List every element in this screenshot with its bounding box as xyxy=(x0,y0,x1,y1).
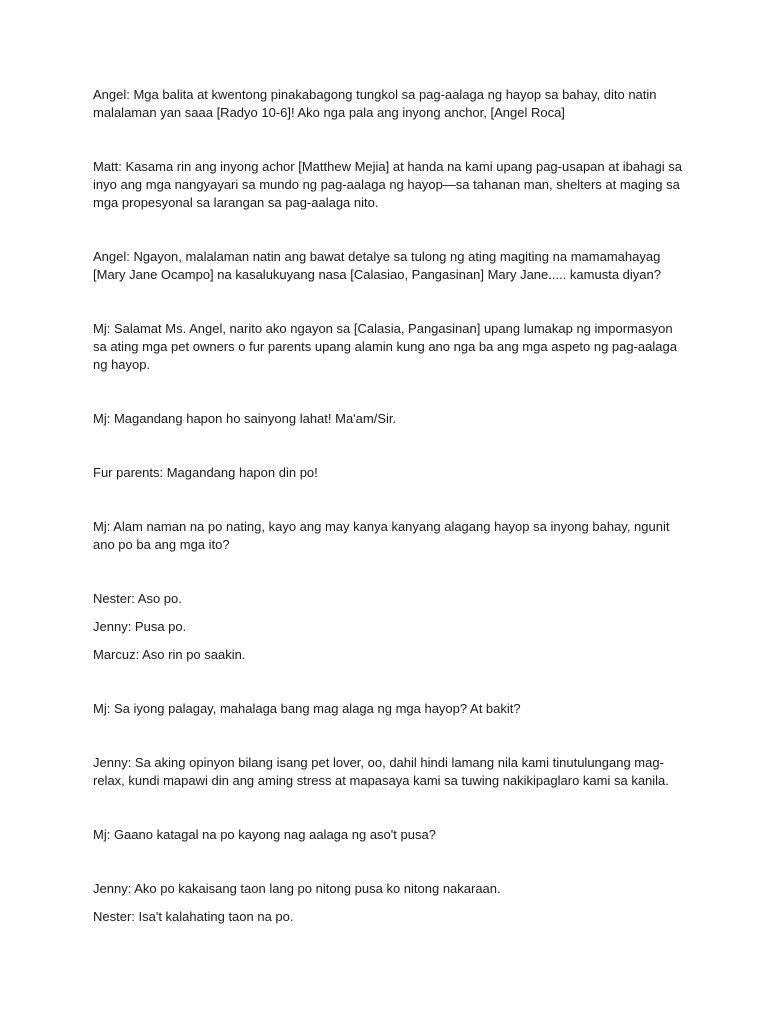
paragraph-angel-handoff: Angel: Ngayon, malalaman natin ang bawat detalye sa tulong ng ating magiting na mamamahayag [Mary Jane Ocampo] na kasalukuyang nasa [Calasiao, Pangasinan] Mary Jane..... kamusta diyan? xyxy=(93,249,661,282)
paragraph-jenny-duration: Jenny: Ako po kakaisang taon lang po nitong pusa ko nitong nakaraan. xyxy=(93,881,501,896)
document-body xyxy=(93,86,683,926)
paragraph-mj-question-importance: Mj: Sa iyong palagay, mahalaga bang mag alaga ng mga hayop? At bakit? xyxy=(93,701,521,716)
paragraph-mj-question-pets: Mj: Alam naman na po nating, kayo ang may kanya kanyang alagang hayop sa inyong bahay, ngunit ano po ba ang mga ito? xyxy=(93,519,670,552)
paragraph-angel-intro: Angel: Mga balita at kwentong pinakabagong tungkol sa pag-aalaga ng hayop sa bahay, dito natin malalaman yan saaa [Radyo 10-6]! Ako nga pala ang inyong anchor, [Angel Roca] xyxy=(93,87,657,120)
paragraph-jenny-answer: Jenny: Pusa po. xyxy=(93,619,187,634)
paragraph-nester-answer: Nester: Aso po. xyxy=(93,591,182,606)
paragraph-matt-intro: Matt: Kasama rin ang inyong achor [Matthew Mejia] at handa na kami upang pag-usapan at ibahagi sa inyo ang mga nangyayari sa mundo ng pag-aalaga ng hayop—sa tahanan man, shelters at maging sa mga propesyonal sa larangan sa pag-aalaga nito. xyxy=(93,159,682,210)
paragraph-marcuz-answer: Marcuz: Aso rin po saakin. xyxy=(93,647,246,662)
paragraph-fur-parents-reply: Fur parents: Magandang hapon din po! xyxy=(93,465,318,480)
paragraph-mj-report: Mj: Salamat Ms. Angel, narito ako ngayon sa [Calasia, Pangasinan] upang lumakap ng impormasyon sa ating mga pet owners o fur parents upang alamin kung ano nga ba ang mga aspeto ng pag-aalaga ng hayop. xyxy=(93,321,677,372)
paragraph-mj-question-duration: Mj: Gaano katagal na po kayong nag aalaga ng aso't pusa? xyxy=(93,827,436,842)
paragraph-nester-duration: Nester: Isa't kalahating taon na po. xyxy=(93,909,294,924)
paragraph-mj-greeting: Mj: Magandang hapon ho sainyong lahat! Ma'am/Sir. xyxy=(93,411,397,426)
paragraph-jenny-opinion: Jenny: Sa aking opinyon bilang isang pet lover, oo, dahil hindi lamang nila kami tinutulungang mag-relax, kundi mapawi din ang aming stress at mapasaya kami sa tuwing nakikipaglaro kami sa kanila. xyxy=(93,755,669,788)
